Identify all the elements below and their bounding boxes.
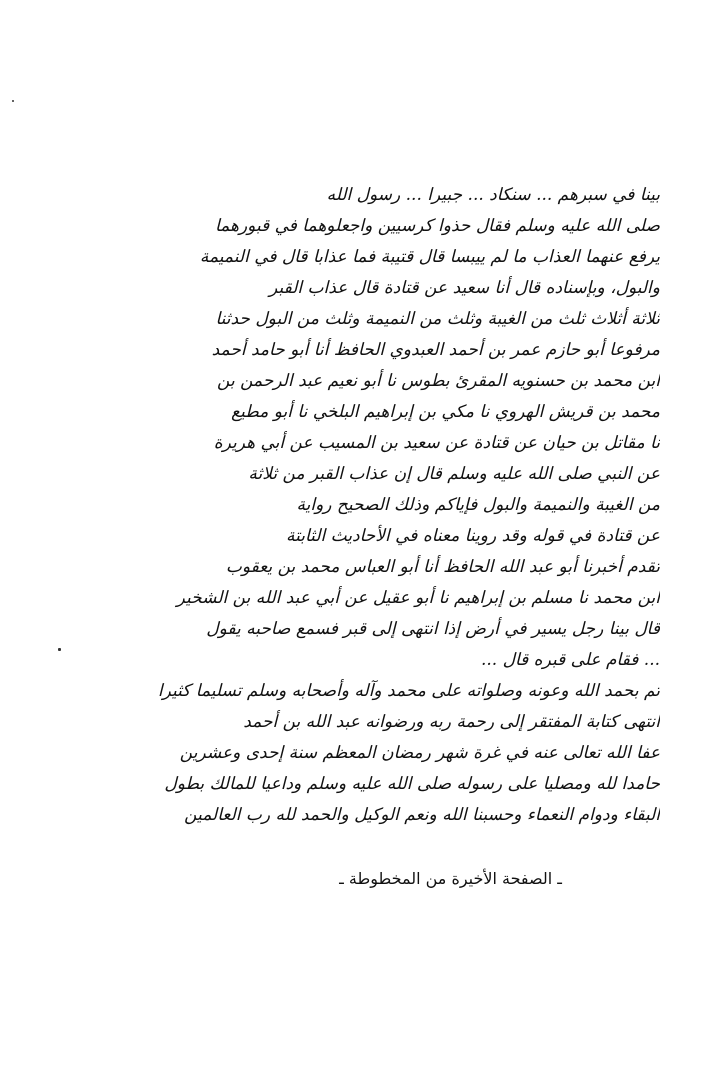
ink-speck [58, 648, 61, 651]
ink-speck [12, 100, 14, 102]
manuscript-line-6: مرفوعا أبو حازم عمر بن أحمد العبدوي الحافظ أنا أبو حامد أحمد [211, 340, 660, 360]
manuscript-image [70, 180, 660, 840]
manuscript-line-4: والبول، وبإسناده قال أنا سعيد عن قتادة قال عذاب القبر [269, 278, 660, 298]
manuscript-line-5: ثلاثة أثلاث ثلث من الغيبة وثلث من النميمة وثلث من البول حدثنا [215, 309, 660, 329]
manuscript-line-3: يرفع عنهما العذاب ما لم ييبسا قال قتيبة فما عذابا قال في النميمة [199, 247, 660, 267]
manuscript-line-2: صلى الله عليه وسلم فقال حذوا كرسيين واجعلوهما في قبورهما [214, 216, 660, 236]
manuscript-line-14: ابن محمد نا مسلم بن إبراهيم نا أبو عقيل عن أبي عبد الله بن الشخير [176, 588, 660, 608]
manuscript-line-10: عن النبي صلى الله عليه وسلم قال إن عذاب القبر من ثلاثة [248, 464, 660, 484]
manuscript-line-9: نا مقاتل بن حيان عن قتادة عن سعيد بن المسيب عن أبي هريرة [213, 433, 660, 453]
manuscript-line-16: ... فقام على قبره قال ... [480, 650, 660, 670]
manuscript-line-19: عفا الله تعالى عنه في غرة شهر رمضان المعظم سنة إحدى وعشرين [179, 743, 660, 763]
manuscript-line-7: ابن محمد بن حسنويه المقرئ بطوس نا أبو نعيم عبد الرحمن بن [217, 371, 660, 391]
manuscript-line-1: بينا في سبرهم ... سنكاد ... جبيرا ... رسول الله [326, 185, 660, 205]
manuscript-line-18: انتهى كتابة المفتقر إلى رحمة ربه ورضوانه عبد الله بن أحمد [243, 712, 660, 732]
manuscript-line-17: تم بحمد الله وعونه وصلواته على محمد وآله وأصحابه وسلم تسليما كثيرا [157, 681, 660, 701]
manuscript-line-11: من الغيبة والنميمة والبول فإياكم وذلك الصحيح رواية [296, 495, 660, 515]
manuscript-line-20: حامدا لله ومصليا على رسوله صلى الله عليه وسلم وداعيا للمالك بطول [164, 774, 660, 794]
manuscript-line-8: محمد بن قريش الهروي نا مكي بن إبراهيم البلخي نا أبو مطيع [231, 402, 660, 422]
manuscript-line-21: البقاء ودوام النعماء وحسبنا الله ونعم الوكيل والحمد لله رب العالمين [184, 805, 660, 825]
manuscript-line-13: تقدم أخبرنا أبو عبد الله الحافظ أنا أبو العباس محمد بن يعقوب [225, 557, 660, 577]
page-caption: ـ الصفحة الأخيرة من المخطوطة ـ [339, 869, 562, 888]
manuscript-line-15: قال بينا رجل يسير في أرض إذا انتهى إلى قبر فسمع صاحبه يقول [206, 619, 660, 639]
manuscript-line-12: عن قتادة في قوله وقد روينا معناه في الأحاديث الثابتة [286, 526, 660, 546]
